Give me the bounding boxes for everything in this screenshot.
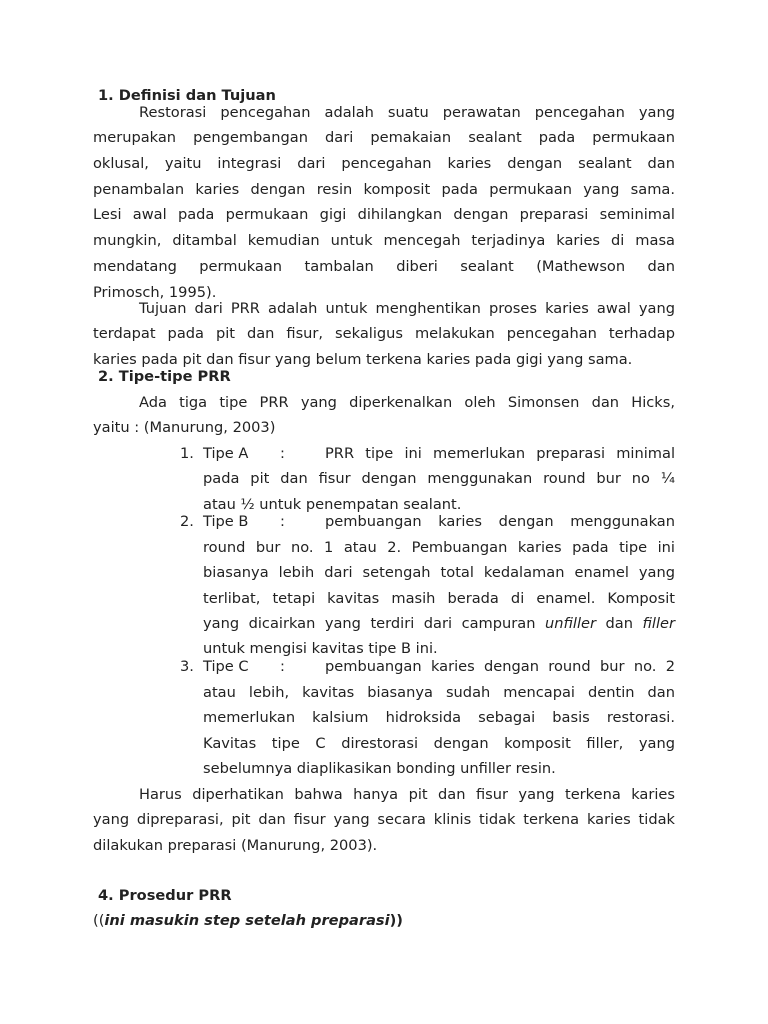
list-item-text: atau ½ untuk penempatan sealant. [203,496,462,513]
paragraph-line: mungkin, ditambal kemudian untuk mencegah terjadinya karies di masa [93,232,675,249]
text-run: dan [596,615,643,632]
paragraph-line: Restorasi pencegahan adalah suatu perawatan pencegahan yang [139,104,675,121]
list-item-text: round bur no. 1 atau 2. Pembuangan karies pada tipe ini [203,539,675,556]
paragraph-line: penambalan karies dengan resin komposit pada permukaan yang sama. [93,181,675,198]
list-number: 2. [180,513,194,530]
list-number: 3. [180,658,194,675]
list-colon: : [280,658,285,675]
list-item-text: untuk mengisi kavitas tipe B ini. [203,640,438,657]
paragraph-line: Lesi awal pada permukaan gigi dihilangkan dengan preparasi seminimal [93,206,675,223]
text-run: yang dicairkan yang terdiri dari campuran [203,615,545,632]
list-item-text: atau lebih, kavitas biasanya sudah mencapai dentin dan [203,684,675,701]
paragraph-line: dilakukan preparasi (Manurung, 2003). [93,837,378,854]
list-item-text-mixed [203,615,675,633]
paragraph-line: terdapat pada pit dan fisur, sekaligus melakukan pencegahan terhadap [93,325,675,342]
list-label: Tipe B [203,513,249,530]
paragraph-line: Tujuan dari PRR adalah untuk menghentikan proses karies awal yang [139,300,675,317]
paragraph-line: mendatang permukaan tambalan diberi sealant (Mathewson dan [93,258,675,275]
editor-note [93,912,403,930]
list-colon: : [280,513,285,530]
paragraph-line: Ada tiga tipe PRR yang diperkenalkan oleh Simonsen dan Hicks, [139,394,675,411]
paragraph-line: karies pada pit dan fisur yang belum terkena karies pada gigi yang sama. [93,351,633,368]
section-2-heading: 2. Tipe-tipe PRR [98,368,231,385]
list-item-text: Kavitas tipe C direstorasi dengan komposit filler, yang [203,735,675,752]
paragraph-line: oklusal, yaitu integrasi dari pencegahan karies dengan sealant dan [93,155,675,172]
list-item-text: pada pit dan fisur dengan menggunakan round bur no ¼ [203,470,675,487]
paragraph-line: merupakan pengembangan dari pemakaian sealant pada permukaan [93,129,675,146]
list-number: 1. [180,445,194,462]
italic-term: filler [642,615,676,632]
list-item-text: biasanya lebih dari setengah total kedalaman enamel yang [203,564,675,581]
paragraph-line: Primosch, 1995). [93,284,217,301]
list-label: Tipe C [203,658,249,675]
note-text: ini masukin step setelah preparasi [104,912,390,929]
section-4-heading: 4. Prosedur PRR [98,887,232,904]
list-item-text: terlibat, tetapi kavitas masih berada di enamel. Komposit [203,590,675,607]
paragraph-line: yang dipreparasi, pit dan fisur yang secara klinis tidak terkena karies tidak [93,811,675,828]
paragraph-line: yaitu : (Manurung, 2003) [93,419,276,436]
list-item-text: PRR tipe ini memerlukan preparasi minimal [325,445,675,462]
list-item-text: pembuangan karies dengan menggunakan [325,513,675,530]
list-item-text: memerlukan kalsium hidroksida sebagai basis restorasi. [203,709,675,726]
section-1-heading: 1. Definisi dan Tujuan [98,87,276,104]
list-item-text: pembuangan karies dengan round bur no. 2 [325,658,675,675]
list-colon: : [280,445,285,462]
paragraph-line: Harus diperhatikan bahwa hanya pit dan fisur yang terkena karies [139,786,675,803]
list-label: Tipe A [203,445,249,462]
note-open-parens: (( [93,912,105,929]
italic-term: unfiller [544,615,596,632]
note-close-parens: )) [389,912,403,929]
list-item-text: sebelumnya diaplikasikan bonding unfiller resin. [203,760,556,777]
